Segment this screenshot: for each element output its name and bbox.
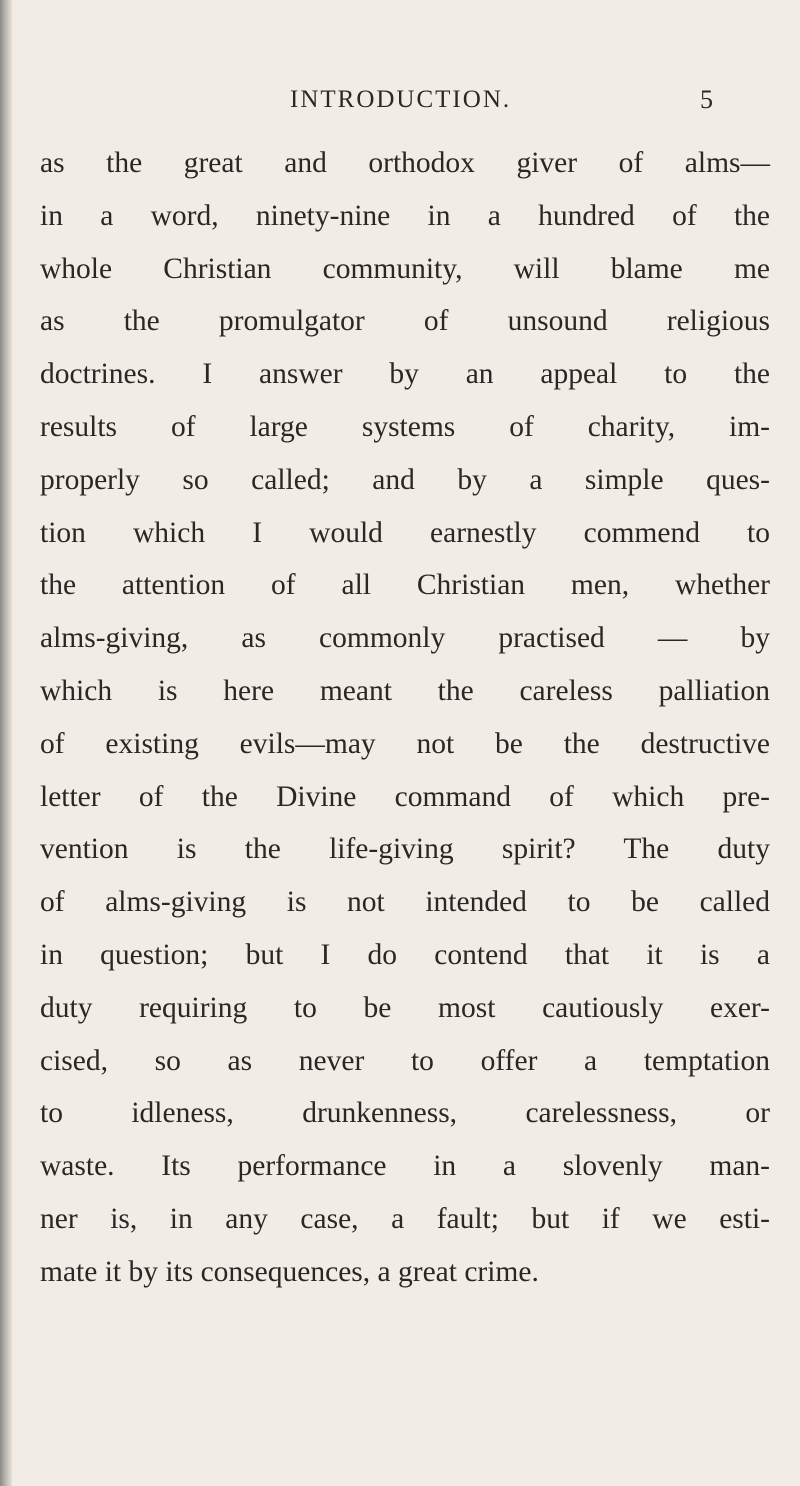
text-line: waste. Its performance in a slovenly man- (40, 1150, 770, 1183)
text-line: to idleness, drunkenness, carelessness, or (40, 1097, 770, 1130)
page-number: 5 (700, 85, 713, 114)
text-line: which is here meant the careless palliation (40, 674, 770, 707)
text-line: results of large systems of charity, im- (40, 410, 770, 443)
text-line: tion which I would earnestly commend to (40, 516, 770, 549)
text-line: mate it by its consequences, a great crime. (40, 1255, 539, 1288)
running-head: INTRODUCTION. (290, 86, 512, 113)
text-line: letter of the Divine command of which pre- (40, 780, 770, 813)
text-line: properly so called; and by a simple ques- (40, 463, 770, 496)
text-line: ner is, in any case, a fault; but if we esti- (40, 1202, 770, 1235)
text-line: duty requiring to be most cautiously exer- (40, 991, 770, 1024)
text-line: the attention of all Christian men, whether (40, 569, 770, 602)
text-line: cised, so as never to offer a temptation (40, 1044, 770, 1077)
text-line: of existing evils—may not be the destructive (40, 727, 770, 760)
text-line: as the promulgator of unsound religious (40, 305, 770, 338)
text-line: of alms-giving is not intended to be called (40, 886, 770, 919)
text-line: vention is the life-giving spirit? The duty (40, 833, 770, 866)
text-line: in a word, ninety-nine in a hundred of the (40, 199, 770, 232)
text-line: in question; but I do contend that it is a (40, 938, 770, 971)
text-line: doctrines. I answer by an appeal to the (40, 358, 770, 391)
text-line: as the great and orthodox giver of alms— (40, 147, 770, 179)
body-paragraph (40, 137, 770, 1299)
text-line: whole Christian community, will blame me (40, 252, 770, 285)
text-line: alms-giving, as commonly practised — by (40, 622, 770, 655)
page-header (0, 80, 800, 120)
